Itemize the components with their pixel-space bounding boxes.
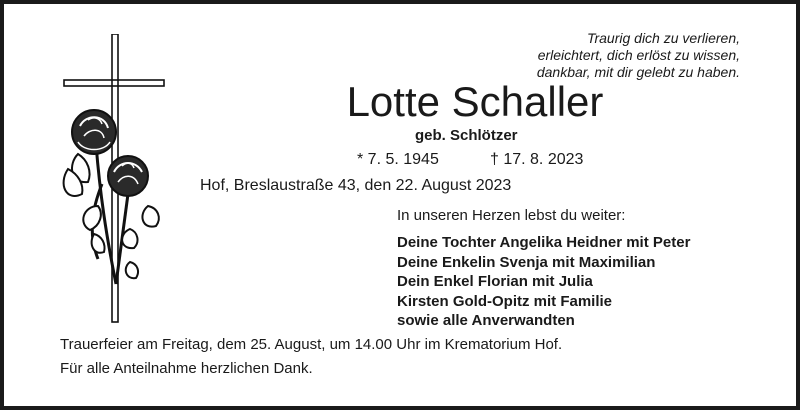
motto-line: dankbar, mit dir gelebt zu haben. xyxy=(536,64,740,80)
motto-line: Traurig dich zu verlieren, xyxy=(586,30,740,46)
cross-with-roses-icon xyxy=(58,34,168,329)
motto-line: erleichtert, dich erlöst zu wissen, xyxy=(537,47,740,63)
place-and-date: Hof, Breslaustraße 43, den 22. August 2023 xyxy=(200,177,512,194)
funeral-service-info: Trauerfeier am Freitag, dem 25. August, um 14.00 Uhr im Krematorium Hof. xyxy=(60,336,563,353)
birth-date: * 7. 5. 1945 xyxy=(357,151,439,168)
maiden-name: geb. Schlötzer xyxy=(415,127,518,144)
mourner-line: sowie alle Anverwandten xyxy=(397,312,575,329)
deceased-name: Lotte Schaller xyxy=(346,78,604,125)
death-date: † 17. 8. 2023 xyxy=(490,151,584,168)
mourner-line: Deine Enkelin Svenja mit Maximilian xyxy=(397,253,656,271)
mourners-list xyxy=(397,233,690,331)
mourner-line: Kirsten Gold-Opitz mit Familie xyxy=(397,292,613,310)
mourners-intro: In unseren Herzen lebst du weiter: xyxy=(397,207,626,224)
motto-verse xyxy=(440,30,740,81)
mourner-line: Dein Enkel Florian mit Julia xyxy=(397,273,593,290)
footer xyxy=(60,333,562,381)
mourner-line: Deine Tochter Angelika Heidner mit Peter xyxy=(397,234,691,251)
thanks-note: Für alle Anteilnahme herzlichen Dank. xyxy=(60,360,313,377)
